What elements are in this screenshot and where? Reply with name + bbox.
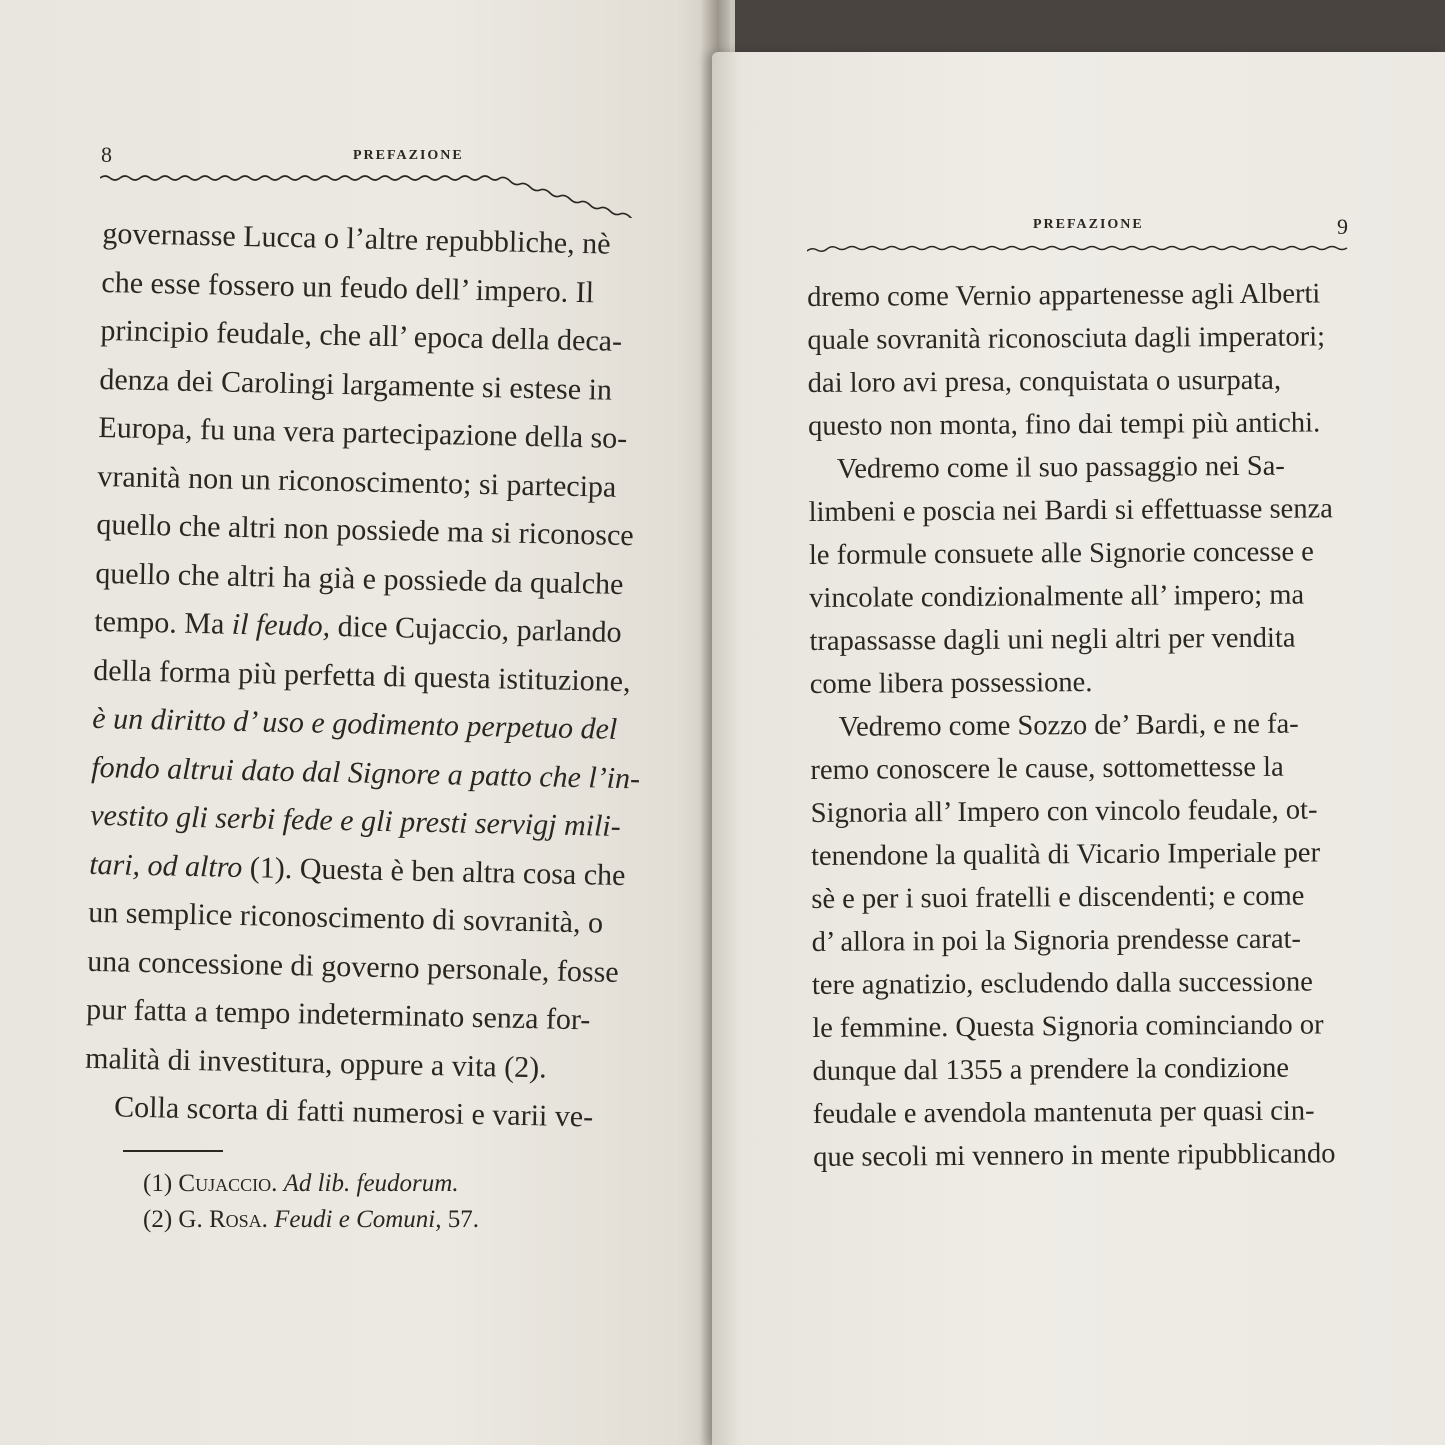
left-body-text	[84, 210, 652, 1143]
left-page-number: 8	[101, 142, 112, 167]
footnote-work: Feudi e Comuni,	[274, 1206, 442, 1233]
text-line: limbeni e poscia nei Bardi si effettuasse senza	[808, 493, 1333, 528]
text-line: le femmine. Questa Signoria cominciando or	[812, 1009, 1324, 1044]
text-line: dai loro avi presa, conquistata o usurpata,	[807, 364, 1282, 399]
footnote-divider	[123, 1150, 223, 1152]
footnote-1	[143, 1166, 479, 1202]
text-line: vincolate condizionalmente all’ impero; ma	[809, 579, 1305, 614]
footnote-page: 57.	[447, 1206, 479, 1233]
right-page-number: 9	[1337, 214, 1348, 239]
right-running-header: PREFAZIONE	[1033, 217, 1144, 232]
text-line: una concessione di governo personale, fosse	[86, 944, 620, 989]
footnote-author: G. Rosa.	[178, 1206, 268, 1233]
left-running-header: PREFAZIONE	[353, 148, 464, 163]
text-line: come libera possessione.	[809, 667, 1093, 700]
text-line: che esse fossero un feudo dell’ impero. Il	[101, 265, 595, 309]
italic-quote-line: vestito gli serbi fede e gli presti servigj mili-	[89, 798, 622, 843]
text-line: questo non monta, fino dai tempi più antichi.	[807, 407, 1321, 442]
text-segment: (1). Questa è ben altra cosa che	[242, 850, 626, 892]
italic-quote: tari, od altro	[88, 847, 243, 884]
text-line: dremo come Vernio appartenesse agli Alberti	[807, 278, 1321, 313]
italic-quote: il feudo,	[231, 607, 331, 643]
footnotes	[143, 1166, 479, 1238]
italic-quote-line: fondo altrui dato dal Signore a patto che l’in-	[90, 750, 641, 795]
text-line: quale sovranità riconosciuta dagli imperatori;	[807, 321, 1326, 356]
text-line: quello che altri non possiede ma si riconosce	[96, 507, 635, 553]
text-line: feudale e avendola mantenuta per quasi cin-	[812, 1095, 1315, 1130]
footnote-mark: (2)	[143, 1206, 173, 1233]
text-line: le formule consuete alle Signorie concesse e	[808, 536, 1314, 571]
text-line: remo conoscere le cause, sottomettesse la	[810, 751, 1284, 786]
text-line: Colla scorta di fatti numerosi e varii ve-	[83, 1089, 594, 1134]
text-line: d’ allora in poi la Signoria prendesse carat-	[811, 923, 1302, 958]
footnote-author: Cujaccio.	[178, 1170, 278, 1197]
text-line: malità di investitura, oppure a vita (2).	[84, 1041, 548, 1084]
right-body-text	[807, 272, 1337, 1179]
footnote-mark: (1)	[143, 1170, 173, 1197]
text-segment: tempo. Ma	[94, 604, 233, 641]
text-line: denza dei Carolingi largamente si estese in	[99, 362, 613, 407]
text-line: pur fatta a tempo indeterminato senza for-	[85, 992, 591, 1037]
text-line: tenendone la qualità di Vicario Imperiale per	[810, 837, 1321, 872]
right-page	[712, 52, 1445, 1445]
text-line: quello che altri ha già e possiede da qualche	[95, 556, 624, 601]
text-line: principio feudale, che all’ epoca della deca-	[100, 313, 623, 358]
text-line: tere agnatizio, escludendo dalla successione	[811, 966, 1313, 1001]
text-line: que secoli mi vennero in mente ripubblicando	[813, 1138, 1336, 1173]
text-line: Signoria all’ Impero con vincolo feudale, ot-	[810, 794, 1318, 829]
text-segment: dice Cujaccio, parlando	[329, 609, 622, 649]
right-ornamental-rule	[807, 235, 1352, 259]
text-line: Vedremo come il suo passaggio nei Sa-	[808, 450, 1285, 485]
text-line: trapassasse dagli uni negli altri per vendita	[809, 622, 1296, 657]
text-line: Vedremo come Sozzo de’ Bardi, e ne fa-	[810, 708, 1299, 743]
text-line: dunque dal 1355 a prendere la condizione	[812, 1052, 1290, 1087]
italic-quote-line: è un diritto d’ uso e godimento perpetuo del	[92, 701, 618, 746]
text-line: della forma più perfetta di questa istituzione,	[93, 653, 631, 698]
text-line: governasse Lucca o l’altre repubbliche, nè	[102, 216, 611, 261]
text-line: sè e per i suoi fratelli e discendenti; e come	[811, 880, 1305, 915]
footnote-work: Ad lib. feudorum.	[283, 1170, 459, 1197]
text-line: Europa, fu una vera partecipazione della so-	[98, 410, 628, 456]
text-line: vranità non un riconoscimento; si partecipa	[97, 459, 617, 504]
text-line: un semplice riconoscimento di sovranità, o	[87, 895, 604, 940]
footnote-2	[143, 1202, 479, 1238]
